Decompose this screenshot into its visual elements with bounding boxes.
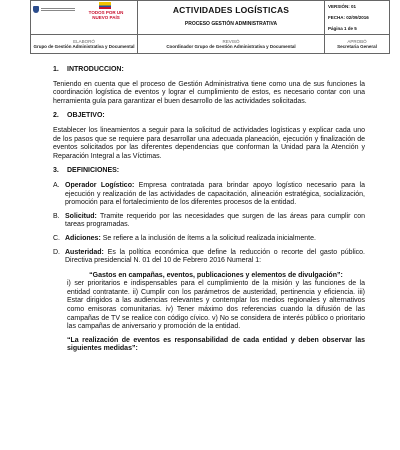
definition-text: Es la política económica que define la reducción o recorte del gasto público. Directiva presidencial N. 01 del 10 de Febrero 2016 Numeral 1: (65, 248, 365, 265)
definition-text: Tramite requerido por las necesidades que surgen de las áreas para cumplir con tareas programadas. (65, 212, 365, 229)
quote-closing: “La realización de eventos es responsabilidad de cada entidad y deben observar las siguientes medidas”: (67, 336, 365, 353)
document-process: PROCESO GESTIÓN ADMINISTRATIVA (184, 20, 278, 27)
approval-label: ELABORÓ (73, 39, 95, 44)
document-title: ACTIVIDADES LOGÍSTICAS (172, 4, 290, 15)
government-logo (83, 2, 129, 20)
definition-term: Austeridad: (65, 248, 104, 256)
section-title: DEFINICIONES: (67, 167, 120, 175)
victims-unit-logo (33, 5, 79, 13)
definition-letter: C. (53, 234, 60, 242)
logo-area (31, 1, 138, 35)
colombia-flag-icon (99, 2, 111, 9)
approval-label: REVISÓ (222, 39, 240, 44)
section-number: 3. (53, 167, 59, 175)
document-meta (325, 1, 390, 35)
section-number: 2. (53, 112, 59, 120)
approval-value: Secretaria General (337, 44, 377, 49)
directive-quote (67, 272, 365, 354)
version-label: VERSIÓN: 01 (328, 4, 357, 9)
approval-elaboro (31, 35, 138, 54)
section-heading-objetivo (53, 112, 365, 121)
section-heading-introduccion (53, 66, 365, 75)
approval-label: APROBÓ (347, 39, 367, 44)
definition-item (53, 249, 365, 266)
section-number: 1. (53, 66, 59, 73)
title-cell (138, 1, 325, 35)
quote-heading: “Gastos en campañas, eventos, publicaciones y elementos de divulgación”: (89, 271, 343, 279)
document-body (53, 66, 365, 354)
approval-value: Grupo de Gestión Administrativa y Documental (33, 44, 135, 49)
government-logo-text: TODOS POR UN NUEVO PAÍS (88, 10, 124, 20)
definition-text: Empresa contratada para brindar apoyo logístico necesario para la ejecución y realización de las actividades de capacitación, alineación estratégica, socialización, promoción para el fortalecimiento de los diferentes procesos de la entidad. (65, 181, 365, 207)
introduccion-text: Teniendo en cuenta que el proceso de Gestión Administrativa tiene como una de sus funciones la coordinación logística de eventos y lograr el cumplimiento de estos, es necesario contar con una herramienta guía para garantizar el buen desarrollo de las actividades solicitadas. (53, 80, 365, 105)
section-heading-definiciones (53, 167, 365, 176)
definition-term: Operador Logístico: (65, 181, 135, 189)
definition-term: Adiciones: (65, 234, 101, 242)
page-number: Página 1 de 5 (328, 26, 357, 31)
definition-term: Solicitud: (65, 212, 97, 220)
shield-icon (33, 6, 39, 13)
definition-text: Se refiere a la inclusión de ítems a la solicitud realizada inicialmente. (100, 234, 316, 242)
objetivo-text: Establecer los lineamientos a seguir para la solicitud de actividades logísticas y explicar cada uno de los pasos que se requiere para desarrollar una adecuada planeación, ejecución y finalización de eventos solicitados por las diferentes dependencias que conforman la Unidad para la Atención y Reparación Integral a las Víctimas. (53, 126, 365, 160)
definition-letter: D. (53, 248, 60, 256)
date-label: FECHA: 02/09/2016 (328, 15, 369, 20)
approval-value: Coordinador Grupo de Gestión Administrativa y Documental (166, 44, 296, 49)
approval-aprobo (325, 35, 390, 54)
document-header (30, 0, 390, 54)
approval-reviso (138, 35, 325, 54)
quote-body: i) ser prioritarios e indispensables para el cumplimiento de la misión y las funciones de la entidad contratante. ii) Cumplir con los parámetros de austeridad, pertinencia y eficiencia. iii) Estar dirigidos a las audiencias relevantes y contemplar los medios regionales y alternativos como emisoras comunitarias. iv) Tener máximo dos referencias cuando la difusión de las campañas de TV se realice con código cívico. v) No se considera de interés público o prioritario las campañas de aniversario y promoción de la entidad. (67, 280, 365, 331)
definition-item (53, 213, 365, 230)
definition-letter: A. (53, 181, 60, 189)
definition-item (53, 182, 365, 208)
definition-item (53, 235, 365, 244)
section-title: OBJETIVO: (67, 112, 105, 120)
section-title: INTRODUCCION: (67, 66, 124, 73)
definition-letter: B. (53, 212, 60, 220)
